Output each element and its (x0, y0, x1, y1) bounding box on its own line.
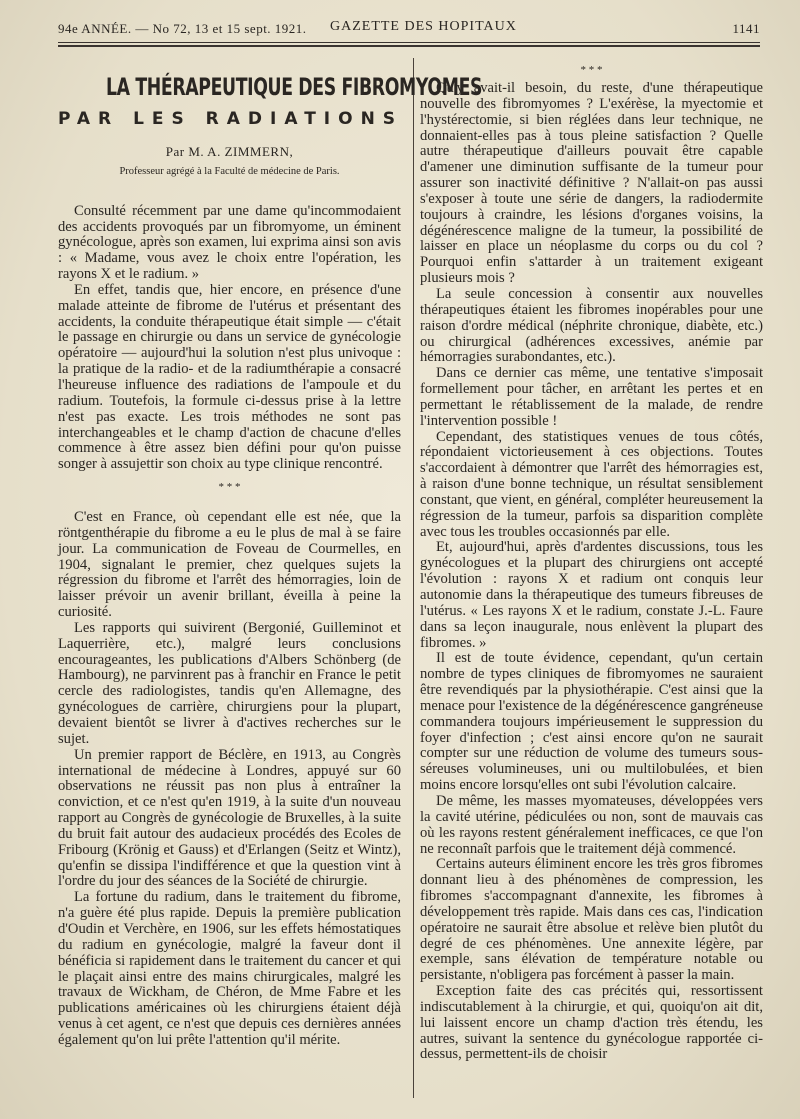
left-column (58, 60, 483, 1049)
paragraph: Certains auteurs éliminent encore les très gros fibromes donnant lieu à des phénomènes de compression, les fibromes s'accompagnant d'annexite, les fibromes à développement très rapide. Mais dans ces cas, l'indication opératoire ne saurait être absolue et relève bien plutôt du degré de ces phénomènes. Une annexite légère, par exemple, sans élévation de température notable ou persistante, n'obligera pas forcément à passer la main. (420, 856, 763, 984)
paragraph: Consulté récemment par une dame qu'incommodaient des accidents provoqués par un fibromyome, un éminent gynécologue, après son examen, lui exprima ainsi son avis : « Madame, vous avez le choix entre l'opération, les rayons X et le radium. » (58, 202, 401, 283)
author-affiliation: Professeur agrégé à la Faculté de médecine de Paris. (119, 165, 340, 177)
article-author: Par M. A. ZIMMERN, (165, 144, 294, 159)
paragraph: Un premier rapport de Béclère, en 1913, au Congrès international de médecine à Londres, appuyé sur 60 observations ne réussit pas non plus à entraîner la conviction, et ce n'est qu'en 1919, à la suite d'un nouveau rapport au Congrès de gynécologie de Bruxelles, à la suite du bruit fait autour des audacieux procédés des Ecoles de Fribourg (Krönig et Gauss) et d'Erlangen (Seitz et Wintz), qu'enfin se dissipa l'indifférence et que la question vint à l'ordre du jour des séances de la Société de chirurgie. (58, 746, 401, 890)
issue-info: 94e ANNÉE. — No 72, 13 et 15 sept. 1921. (58, 21, 307, 36)
column-divider (413, 58, 414, 1098)
paragraph: La fortune du radium, dans le traitement du fibrome, n'a guère été plus rapide. Depuis la première publication d'Oudin et Verchère, en 1906, sur les effets hémostatiques du radium en gynécologie, malgré la faveur dont il bénéficia si rapidement dans le traitement du cancer et qui le plaçait ainsi entre des mains chirurgicales, malgré les travaux de Wickham, de Chéron, de Mme Fabre et les publications américaines où les chirurgiens étaient déjà venus à cet agent, ce n'est que depuis ces dernières années également qu'on lui prête l'attention qu'il mérite. (58, 889, 401, 1048)
paragraph: C'est en France, où cependant elle est née, que la röntgenthérapie du fibrome a eu le plus de mal à se faire jour. La communication de Foveau de Courmelles, en 1904, signalant le premier, chez quelques sujets la régression du fibrome et l'arrêt des hémorragies, loin de laisser prévoir un avenir brillant, éveilla à peine la curiosité. (58, 509, 401, 621)
header-rule-thick (58, 45, 760, 47)
paragraph: La seule concession à consentir aux nouvelles thérapeutiques étaient les fibromes inopérables pour une raison d'ordre médical (néphrite chronique, diabète, etc.) ou chirurgical (adhérences excessives, anémie par hémorragies surabondantes, etc.). (420, 285, 763, 366)
journal-title: GAZETTE DES HOPITAUX (330, 19, 517, 34)
section-separator: * * * (218, 481, 241, 494)
paragraph: Cependant, des statistiques venues de tous côtés, répondaient victorieusement à ces objections. Toutes s'accordaient à démontrer que l'arrêt des hémorragies est, à raison d'une bonne technique, un résultat sensiblement constant, que vient, en général, compléter heureusement la régression de la tumeur, parfois sa disparition complète avec tous les troubles occasionnés par elle. (420, 428, 763, 540)
page-number: 1141 (732, 21, 760, 36)
page-header (58, 18, 760, 40)
paragraph: Et, aujourd'hui, après d'ardentes discussions, tous les gynécologues et la plupart des chirurgiens ont accepté l'évolution : rayons X et radium ont conquis leur autonomie dans la thérapeutique des tumeurs fibreuses de l'utérus. « Les rayons X et le radium, constate J.-L. Faure dans sa leçon inaugurale, nous enlèvent la plupart des fibromes. » (420, 539, 763, 651)
paragraph: Il est de toute évidence, cependant, qu'un certain nombre de types cliniques de fibromyomes ne sauraient être revendiqués par la physiothérapie. C'est ainsi que la menace pour l'existence de la dégénérescence gangréneuse commandera toujours impérieusement le suppression du foyer d'infection ; c'est ainsi encore qu'on ne saurait compter sur une réduction de volume des tumeurs sous-séreuses volumineuses, uni ou multilobulées, et bien moins encore lorsqu'elles ont subi l'évolution calcaire. (420, 650, 763, 794)
section-separator: * * * (580, 64, 603, 76)
right-column (420, 58, 763, 1063)
paragraph: En effet, tandis que, hier encore, en présence d'une malade atteinte de fibrome de l'utérus et présentant des accidents, la conduite thérapeutique était simple — c'était le passage en chirurgie ou dans un service de gynécologie opératoire — aujourd'hui la solution n'est plus univoque : la pratique de la radio- et de la radiumthérapie a consacré l'heureuse influence des radiations de l'ampoule et du radium. Toutefois, la formule ci-dessus prise à la lettre n'est pas exacte. Les trois méthodes ne sont pas interchangeables et le champ d'action de chacune d'elles commence à être assez bien défini pour qu'on puisse songer à assujettir son choix au type clinique rencontré. (58, 281, 401, 473)
header-rule (58, 42, 760, 43)
paragraph: Qu'y avait-il besoin, du reste, d'une thérapeutique nouvelle des fibromyomes ? L'exérèse, la myectomie et l'hystérectomie, si bien réglées dans leur technique, ne donnaient-elles pas à tous pleine satisfaction ? Quelle autre thérapeutique d'ailleurs pouvait être capable d'amener une diminution suffisante de la tumeur pour assurer son inactivité définitive ? N'allait-on pas aussi s'exposer à toute une série de dangers, la radiodermite toujours à craindre, les lésions d'organes voisins, la dégénérescence maligne de la tumeur, la possibilité de laisser en place un néoplasme du corps ou du col ? Pourquoi enfin s'attarder à un traitement exigeant plusieurs mois ? (420, 80, 763, 287)
article-title: LA THÉRAPEUTIQUE DES FIBROMYOMES (106, 73, 483, 101)
article-subtitle: PAR LES RADIATIONS (58, 109, 404, 129)
article-heading (58, 72, 483, 180)
paragraph: Les rapports qui suivirent (Bergonié, Guilleminot et Laquerrière, etc.), malgré leurs conclusions encourageantes, les publications d'Albers Schönberg (de Hambourg), ne parvinrent pas à franchir en France le petit cercle des radiologistes, tandis qu'en Allemagne, des gynécologues de carrière, chirurgiens pour la plupart, devaient bientôt se livrer à d'actives recherches sur le sujet. (58, 619, 401, 747)
paragraph: De même, les masses myomateuses, développées vers la cavité utérine, pédiculées ou non, sont de mauvais cas où les rayons restent généralement inefficaces, ce que l'on ne reconnaît parfois que le traitement déjà commencé. (420, 792, 763, 857)
paragraph: Dans ce dernier cas même, une tentative s'imposait formellement pour tâcher, en arrêtant les pertes et en permettant le rétablissement de la malade, de rendre l'intervention possible ! (420, 365, 763, 429)
paragraph: Exception faite des cas précités qui, ressortissent indiscutablement à la chirurgie, et qui, quoiqu'on ait dit, lui laissent encore un champ d'action très étendu, les autres, suivant la sentence du gynécologue rapportée ci-dessus, permettent-ils de choisir (420, 983, 763, 1063)
